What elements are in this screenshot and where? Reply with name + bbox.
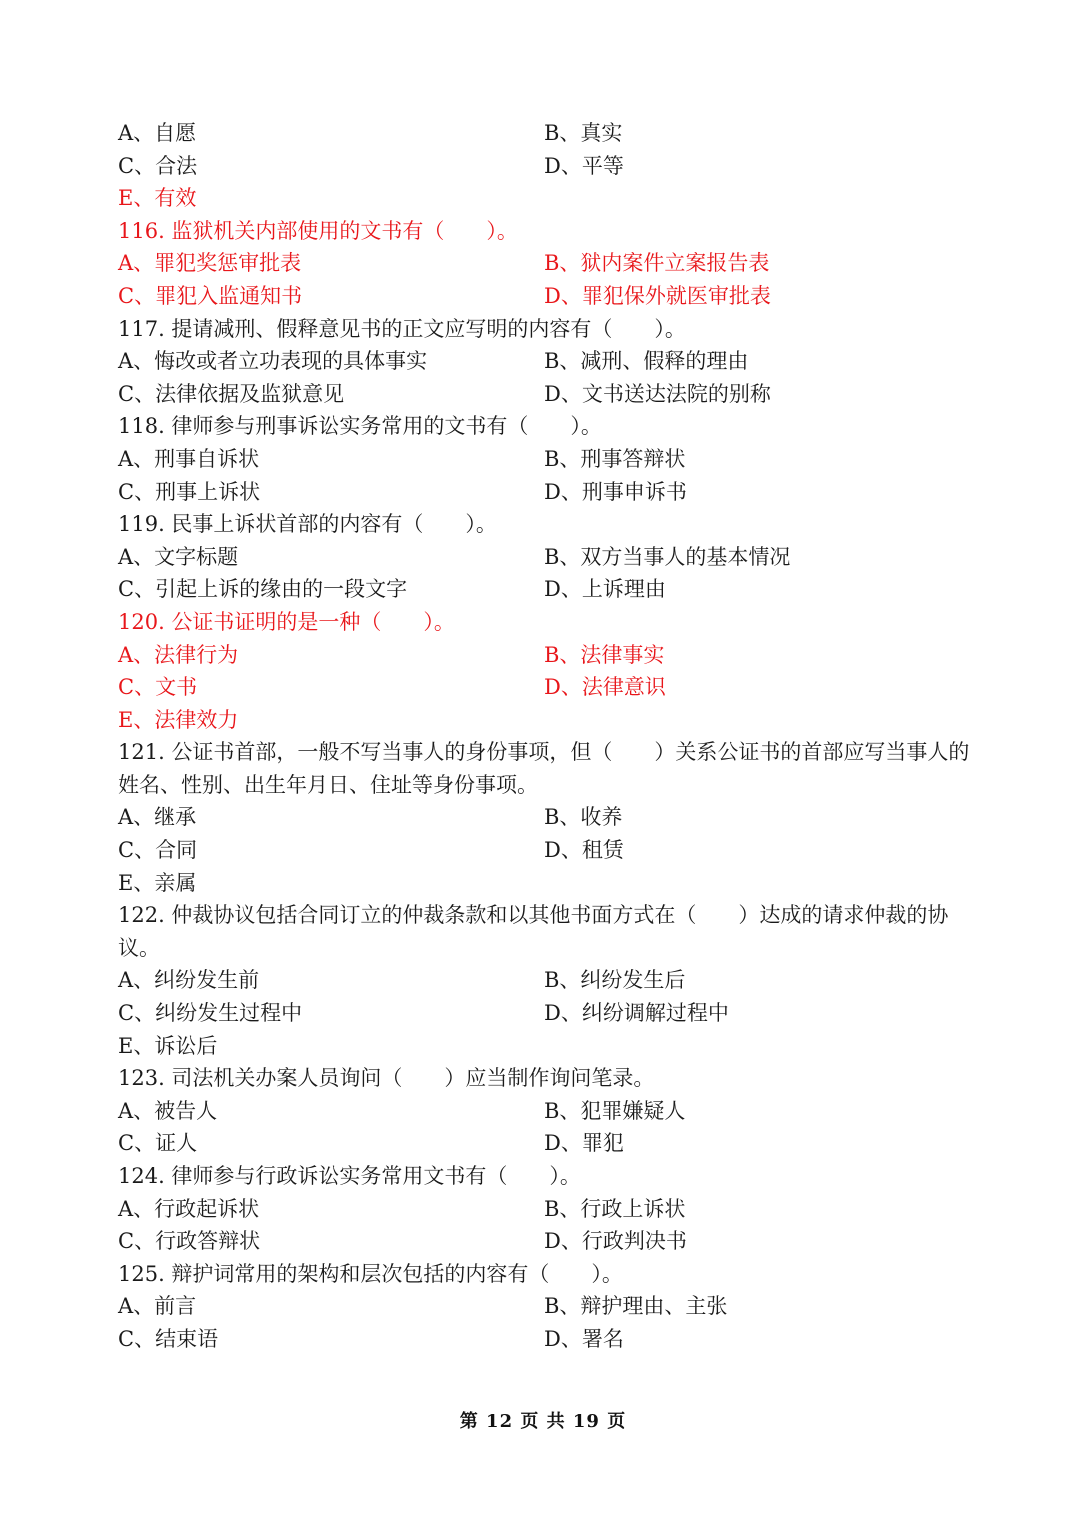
q124-option-d: D、行政判决书 xyxy=(544,1229,687,1254)
q122-option-row xyxy=(118,997,970,1030)
q118-option-b: B、刑事答辩状 xyxy=(544,446,686,471)
q125-option-d: D、署名 xyxy=(544,1326,624,1351)
q122-option-a: A、纠纷发生前 xyxy=(118,968,260,993)
q123-option-row xyxy=(118,1095,970,1128)
q116-option-row xyxy=(118,280,970,313)
q115-option-row xyxy=(118,150,970,183)
q120-option-c: C、文书 xyxy=(118,675,198,700)
q123-option-a: A、被告人 xyxy=(118,1098,218,1123)
q125-option-row xyxy=(118,1290,970,1323)
q117-option-c: C、法律依据及监狱意见 xyxy=(118,381,345,406)
q119-option-row xyxy=(118,573,970,606)
q121-option-d: D、租赁 xyxy=(544,838,624,863)
q121-stem: 121. 公证书首部，一般不写当事人的身份事项，但（ ）关系公证书的首部应写当事人的姓名、性别、出生年月日、住址等身份事项。 xyxy=(118,740,970,797)
q119-option-d: D、上诉理由 xyxy=(544,577,666,602)
q116-option-c: C、罪犯入监通知书 xyxy=(118,283,303,308)
q120-option-d: D、法律意识 xyxy=(544,675,666,700)
q115-option-d: D、平等 xyxy=(544,153,624,178)
q125-option-row xyxy=(118,1323,970,1356)
q120-option-b: B、法律事实 xyxy=(544,642,665,667)
q123-option-c: C、证人 xyxy=(118,1131,198,1156)
question-list xyxy=(118,117,970,1356)
q121-option-row xyxy=(118,834,970,867)
q121-option-row xyxy=(118,867,970,900)
q118-option-c: C、刑事上诉状 xyxy=(118,479,261,504)
q119-option-a: A、文字标题 xyxy=(118,544,239,569)
q122-stem: 122. 仲裁协议包括合同订立的仲裁条款和以其他书面方式在（ ）达成的请求仲裁的协议。 xyxy=(118,903,949,960)
q123-option-row xyxy=(118,1127,970,1160)
q121-option-b: B、收养 xyxy=(544,805,623,830)
q123-stem: 123. 司法机关办案人员询问（ ）应当制作询问笔录。 xyxy=(118,1066,655,1091)
q118-option-d: D、刑事申诉书 xyxy=(544,479,687,504)
q121-option-a: A、继承 xyxy=(118,805,197,830)
q125-option-a: A、前言 xyxy=(118,1294,197,1319)
q120-option-row xyxy=(118,639,970,672)
q115-option-e: E、有效 xyxy=(118,186,197,211)
q118-option-row xyxy=(118,476,970,509)
q115-option-c: C、合法 xyxy=(118,153,198,178)
q119-option-row xyxy=(118,541,970,574)
q124-option-row xyxy=(118,1193,970,1226)
q117-option-d: D、文书送达法院的别称 xyxy=(544,381,771,406)
page-footer: 第 12 页 共 19 页 xyxy=(459,1411,627,1432)
q122-option-b: B、纠纷发生后 xyxy=(544,968,686,993)
q115-option-row xyxy=(118,117,970,150)
q118-option-row xyxy=(118,443,970,476)
q122-option-c: C、纠纷发生过程中 xyxy=(118,1001,303,1026)
q119-option-b: B、双方当事人的基本情况 xyxy=(544,544,791,569)
q124-option-c: C、行政答辩状 xyxy=(118,1229,261,1254)
q124-stem: 124. 律师参与行政诉讼实务常用文书有（ ）。 xyxy=(118,1164,581,1188)
q116-option-d: D、罪犯保外就医审批表 xyxy=(544,283,771,308)
q125-option-b: B、辩护理由、主张 xyxy=(544,1294,728,1319)
q123-option-b: B、犯罪嫌疑人 xyxy=(544,1098,686,1123)
q116-stem: 116. 监狱机关内部使用的文书有（ ）。 xyxy=(118,218,518,243)
q119-stem: 119. 民事上诉状首部的内容有（ ）。 xyxy=(118,512,497,537)
q116-option-b: B、狱内案件立案报告表 xyxy=(544,251,770,276)
q118-option-a: A、刑事自诉状 xyxy=(118,446,260,471)
q115-option-b: B、真实 xyxy=(544,121,623,145)
q116-option-row xyxy=(118,247,970,280)
q117-option-a: A、悔改或者立功表现的具体事实 xyxy=(118,349,428,374)
q121-option-e: E、亲属 xyxy=(118,870,197,895)
q123-option-d: D、罪犯 xyxy=(544,1131,624,1156)
q122-option-row xyxy=(118,964,970,997)
q117-option-row xyxy=(118,378,970,411)
q124-option-row xyxy=(118,1225,970,1258)
q121-option-c: C、合同 xyxy=(118,838,198,863)
q122-option-d: D、纠纷调解过程中 xyxy=(544,1001,729,1026)
q120-option-e: E、法律效力 xyxy=(118,707,239,732)
q115-option-a: A、自愿 xyxy=(118,121,197,145)
q121-option-row xyxy=(118,801,970,834)
q122-option-e: E、诉讼后 xyxy=(118,1033,218,1058)
q116-option-a: A、罪犯奖惩审批表 xyxy=(118,251,302,276)
q118-stem: 118. 律师参与刑事诉讼实务常用的文书有（ ）。 xyxy=(118,414,602,439)
q117-stem: 117. 提请减刑、假释意见书的正文应写明的内容有（ ）。 xyxy=(118,316,686,341)
q124-option-b: B、行政上诉状 xyxy=(544,1196,686,1221)
q124-option-a: A、行政起诉状 xyxy=(118,1196,260,1221)
q119-option-c: C、引起上诉的缘由的一段文字 xyxy=(118,577,408,602)
q125-stem: 125. 辩护词常用的架构和层次包括的内容有（ ）。 xyxy=(118,1261,623,1286)
q115-option-row xyxy=(118,182,970,215)
q117-option-b: B、减刑、假释的理由 xyxy=(544,349,749,374)
q120-option-row xyxy=(118,704,970,737)
q122-option-row xyxy=(118,1030,970,1063)
q120-option-row xyxy=(118,671,970,704)
q117-option-row xyxy=(118,345,970,378)
q120-option-a: A、法律行为 xyxy=(118,642,239,667)
q125-option-c: C、结束语 xyxy=(118,1326,219,1351)
q120-stem: 120. 公证书证明的是一种（ ）。 xyxy=(118,609,455,634)
